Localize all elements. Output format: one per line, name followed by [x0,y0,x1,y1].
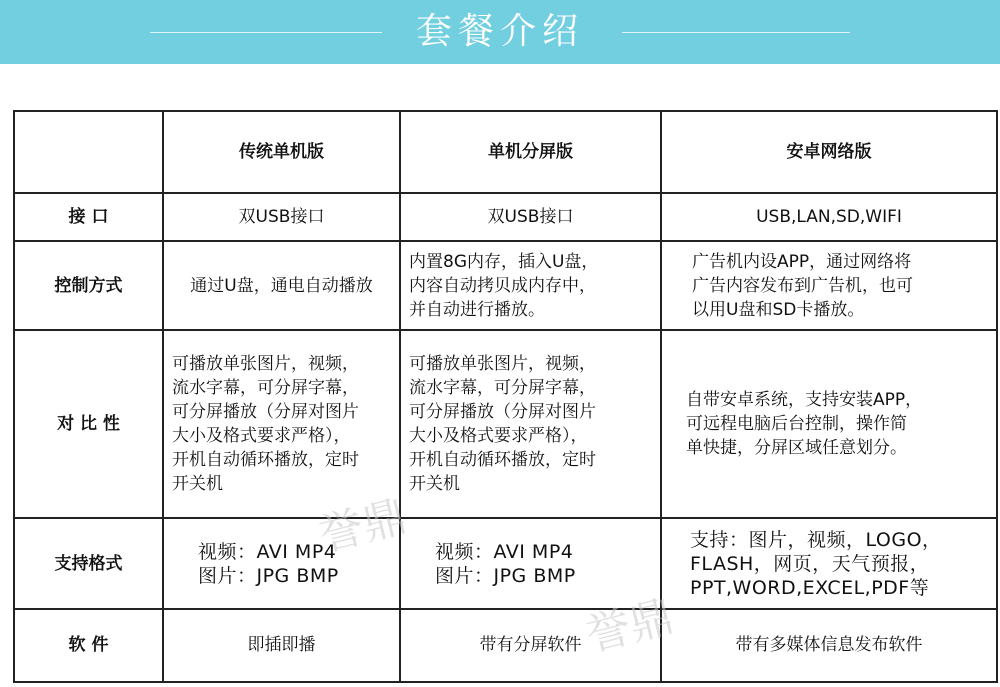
table-row-interface [14,193,997,241]
table-row-software [14,609,997,682]
cell-interface-split-screen: 双USB接口 [400,193,661,241]
row-header-comparison: 对 比 性 [14,330,163,519]
corner-cell [14,111,163,193]
table-row-formats [14,518,997,608]
cell-software-android: 带有多媒体信息发布软件 [661,609,997,682]
table-row-control [14,241,997,329]
column-header-split-screen: 单机分屏版 [400,111,661,193]
cell-formats-split-screen: 视频：AVI MP4 图片：JPG BMP [400,518,661,608]
watermark-center: 誉鼎 [314,490,412,562]
cell-control-traditional: 通过U盘，通电自动播放 [163,241,400,329]
page-title: 套餐介绍 [415,11,584,52]
cell-comparison-split-screen: 可播放单张图片，视频， 流水字幕，可分屏字幕， 可分屏播放（分屏对图片 大小及格式要求严格）， 开机自动循环播放，定时 开关机 [400,330,661,519]
cell-interface-android: USB,LAN,SD,WIFI [661,193,997,241]
table-header-row [14,111,997,193]
cell-formats-traditional: 视频：AVI MP4 图片：JPG BMP [163,518,400,608]
column-header-android-network: 安卓网络版 [661,111,997,193]
row-header-control: 控制方式 [14,241,163,329]
row-header-software: 软 件 [14,609,163,682]
header-divider-right [622,32,850,33]
cell-formats-android: 支持：图片，视频，LOGO， FLASH，网页，天气预报， PPT,WORD,EXCEL,PDF等 [661,518,997,608]
header-banner [0,0,1000,64]
comparison-table [13,110,998,683]
cell-comparison-traditional: 可播放单张图片，视频， 流水字幕，可分屏字幕， 可分屏播放（分屏对图片 大小及格式要求严格）， 开机自动循环播放，定时 开关机 [163,330,400,519]
cell-software-split-screen: 带有分屏软件 [400,609,661,682]
watermark-right: 誉鼎 [581,590,679,662]
table-row-comparison [14,330,997,519]
cell-control-split-screen: 内置8G内存，插入U盘， 内容自动拷贝成内存中， 并自动进行播放。 [400,241,661,329]
column-header-traditional: 传统单机版 [163,111,400,193]
cell-comparison-android: 自带安卓系统，支持安装APP， 可远程电脑后台控制，操作简 单快捷，分屏区域任意划分。 [661,330,997,519]
row-header-interface: 接 口 [14,193,163,241]
cell-software-traditional: 即插即播 [163,609,400,682]
row-header-formats: 支持格式 [14,518,163,608]
cell-interface-traditional: 双USB接口 [163,193,400,241]
cell-control-android: 广告机内设APP，通过网络将 广告内容发布到广告机，也可 以用U盘和SD卡播放。 [661,241,997,329]
